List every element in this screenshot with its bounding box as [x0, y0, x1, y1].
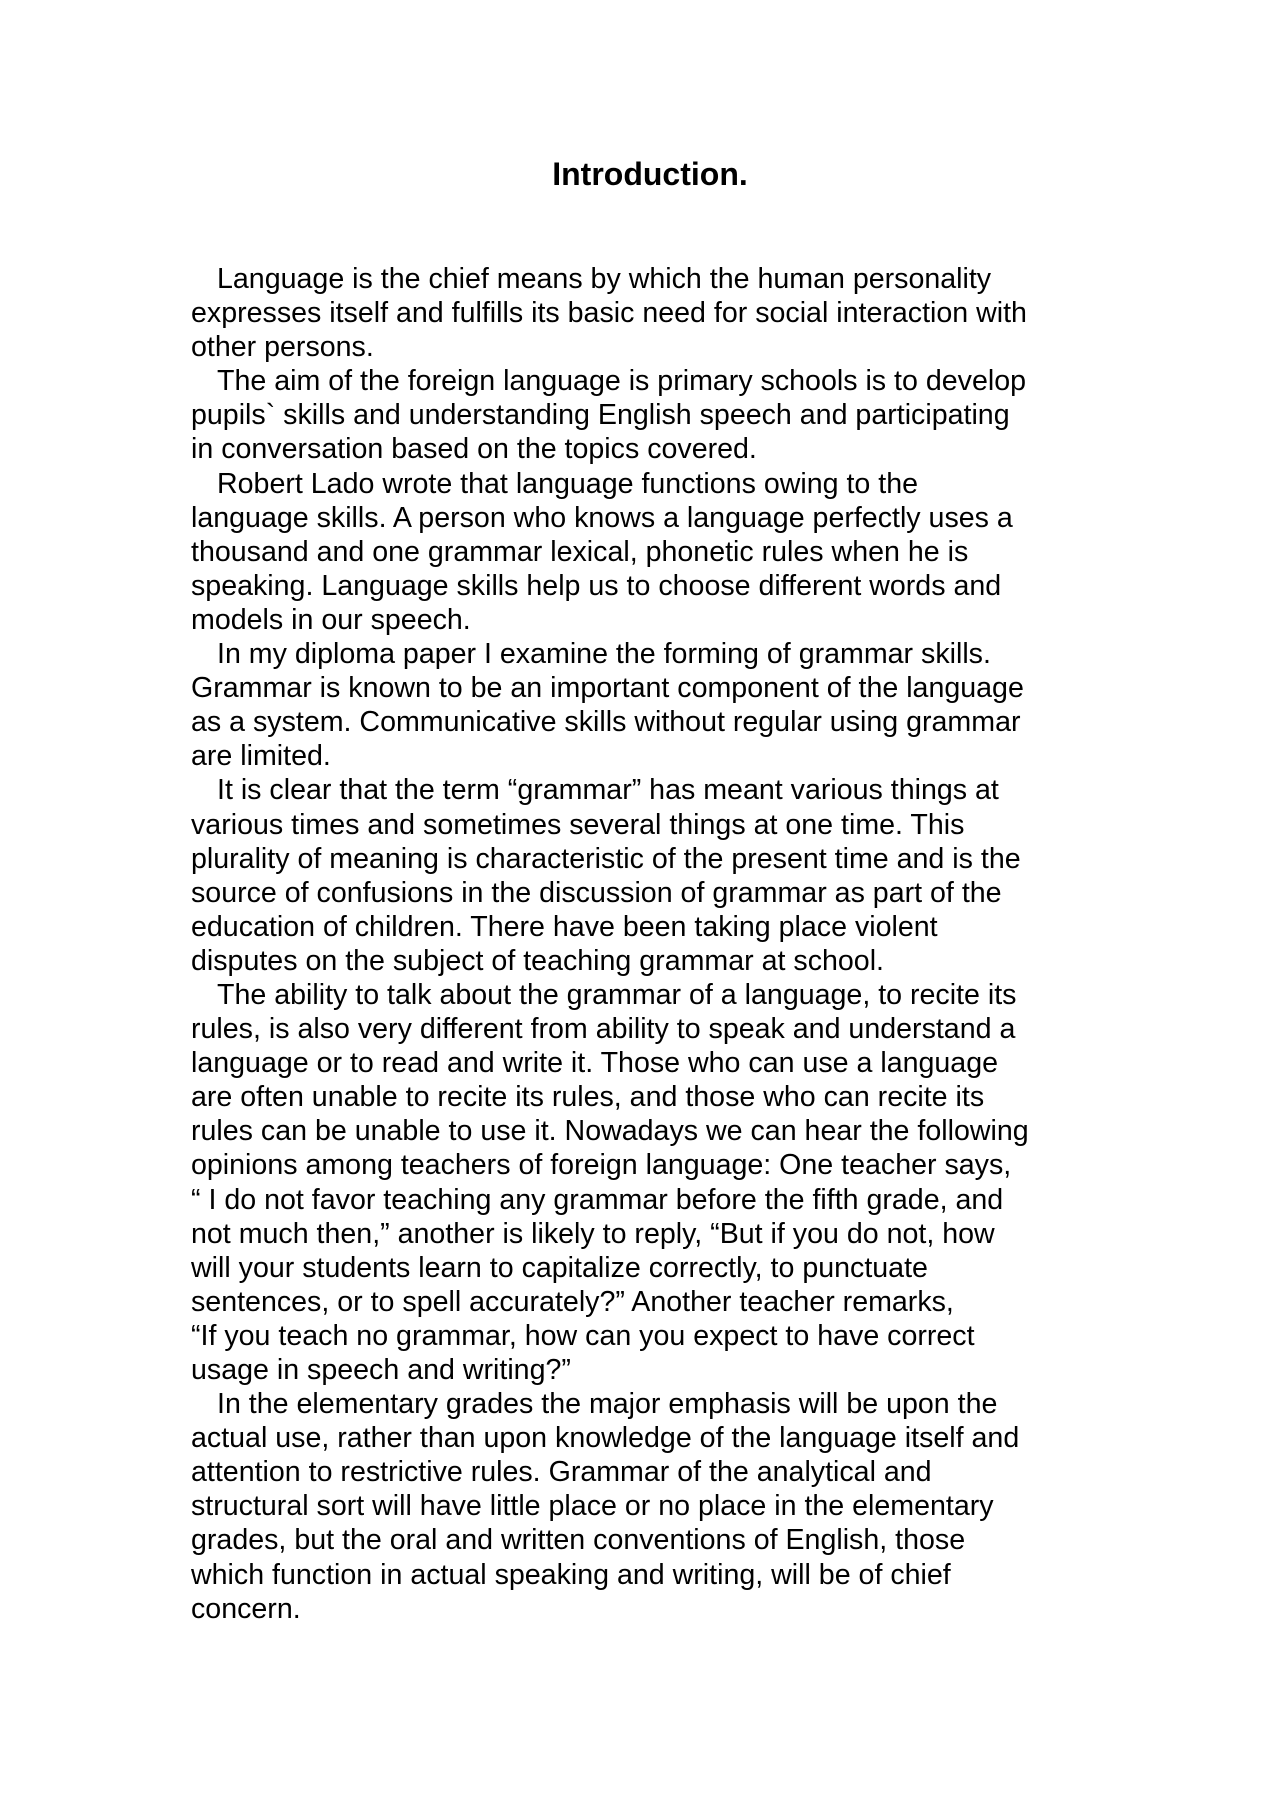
text-line: expresses itself and fulfills its basic need for social interaction with	[191, 297, 1027, 330]
text-line: in conversation based on the topics covered.	[191, 433, 757, 466]
text-line: pupils` skills and understanding English speech and participating	[191, 399, 1010, 432]
page-title: Introduction.	[552, 156, 748, 192]
text-line: rules can be unable to use it. Nowadays we can hear the following	[191, 1115, 1029, 1148]
text-line: Grammar is known to be an important component of the language	[191, 672, 1024, 705]
text-line: attention to restrictive rules. Grammar of the analytical and	[191, 1456, 932, 1489]
text-line: language skills. A person who knows a language perfectly uses a	[191, 501, 1013, 534]
text-line: grades, but the oral and written conventions of English, those	[191, 1524, 966, 1557]
text-line: sentences, or to spell accurately?” Another teacher remarks,	[191, 1285, 954, 1318]
paragraph-first-line: It is clear that the term “grammar” has meant various things at	[217, 774, 999, 807]
paragraph-first-line: In the elementary grades the major emphasis will be upon the	[217, 1388, 998, 1421]
text-line: which function in actual speaking and writing, will be of chief	[191, 1558, 951, 1591]
text-line: “ I do not favor teaching any grammar before the fifth grade, and	[191, 1183, 1004, 1216]
text-line: education of children. There have been taking place violent	[191, 910, 938, 943]
paragraph-first-line: The aim of the foreign language is primary schools is to develop	[217, 365, 1027, 398]
text-line: “If you teach no grammar, how can you expect to have correct	[191, 1319, 975, 1352]
text-line: other persons.	[191, 331, 374, 364]
text-line: not much then,” another is likely to reply, “But if you do not, how	[191, 1217, 995, 1250]
text-line: are often unable to recite its rules, and those who can recite its	[191, 1081, 985, 1114]
body-text	[191, 262, 1091, 1626]
text-line: rules, is also very different from ability to speak and understand a	[191, 1013, 1016, 1046]
text-line: models in our speech.	[191, 603, 471, 636]
text-line: are limited.	[191, 740, 331, 773]
text-line: speaking. Language skills help us to choose different words and	[191, 569, 1002, 602]
text-line: actual use, rather than upon knowledge of the language itself and	[191, 1422, 1020, 1455]
text-line: thousand and one grammar lexical, phonetic rules when he is	[191, 535, 969, 568]
text-line: various times and sometimes several things at one time. This	[191, 808, 965, 841]
text-line: language or to read and write it. Those who can use a language	[191, 1047, 999, 1080]
text-line: opinions among teachers of foreign language: One teacher says,	[191, 1149, 1012, 1182]
paragraph-first-line: Robert Lado wrote that language functions owing to the	[217, 467, 919, 500]
paragraph-first-line: The ability to talk about the grammar of a language, to recite its	[217, 978, 1017, 1011]
text-line: will your students learn to capitalize correctly, to punctuate	[191, 1251, 928, 1284]
paragraph-first-line: Language is the chief means by which the human personality	[217, 263, 992, 295]
text-line: concern.	[191, 1592, 301, 1625]
text-line: structural sort will have little place or no place in the elementary	[191, 1490, 994, 1523]
text-line: as a system. Communicative skills without regular using grammar	[191, 706, 1021, 739]
text-line: source of confusions in the discussion of grammar as part of the	[191, 876, 1002, 909]
text-line: usage in speech and writing?”	[191, 1354, 571, 1386]
paragraph-first-line: In my diploma paper I examine the forming of grammar skills.	[217, 638, 991, 671]
text-line: disputes on the subject of teaching grammar at school.	[191, 944, 884, 977]
text-line: plurality of meaning is characteristic of the present time and is the	[191, 842, 1021, 875]
